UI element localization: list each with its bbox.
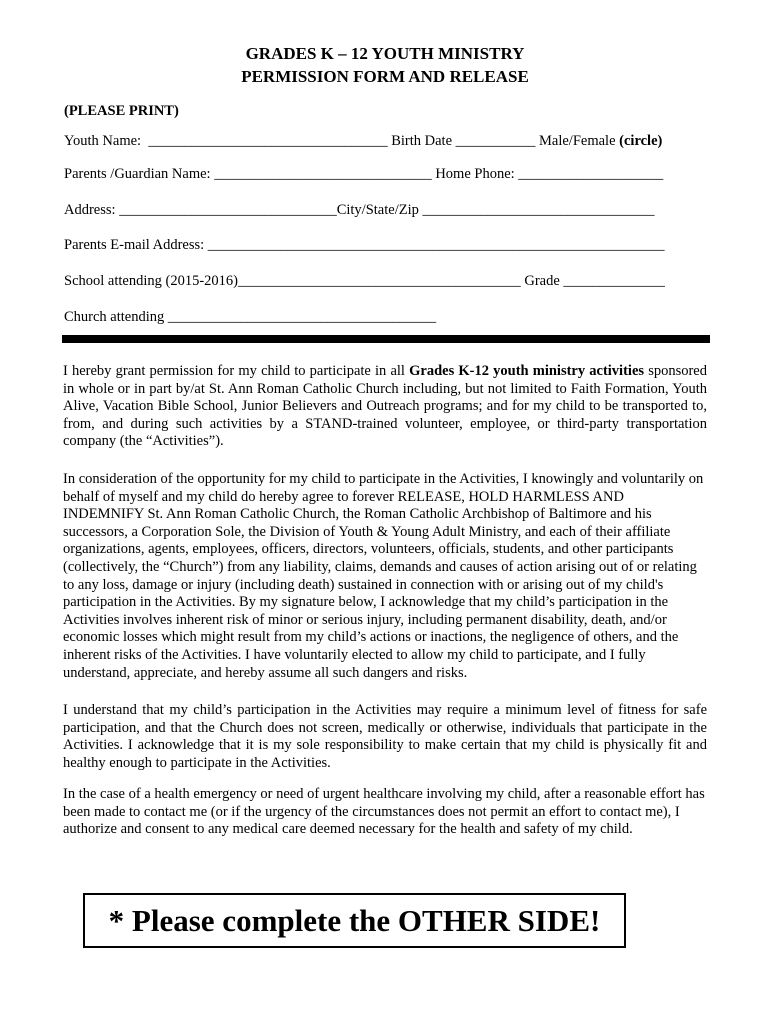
parent-info-row — [64, 166, 663, 183]
youth-name-label: Youth Name: — [64, 133, 142, 149]
school-field[interactable]: _______________________________________ — [237, 273, 521, 289]
email-field[interactable]: _______________________________________________________________ — [207, 237, 665, 253]
city-state-zip-field[interactable]: ________________________________ — [422, 202, 655, 218]
form-title-line-2: PERMISSION FORM AND RELEASE — [241, 67, 529, 86]
address-row — [64, 202, 654, 219]
home-phone-label: Home Phone: — [435, 166, 515, 182]
city-state-zip-label: City/State/Zip — [336, 202, 419, 218]
grade-field[interactable]: ______________ — [563, 273, 665, 289]
church-label: Church attending — [64, 309, 165, 325]
youth-name-field[interactable]: _________________________________ — [148, 133, 388, 149]
home-phone-field[interactable]: ____________________ — [518, 166, 664, 182]
parent-name-field[interactable]: ______________________________ — [214, 166, 432, 182]
other-side-callout-box — [83, 893, 626, 948]
permission-paragraph — [63, 363, 707, 451]
parent-name-label: Parents /Guardian Name: — [64, 166, 211, 182]
email-label: Parents E-mail Address: — [64, 237, 205, 253]
birth-date-label: Birth Date — [391, 133, 453, 149]
please-print-note: (PLEASE PRINT) — [64, 103, 179, 119]
birth-date-field[interactable]: ___________ — [455, 133, 536, 149]
youth-info-row — [64, 133, 662, 150]
address-label: Address: — [64, 202, 116, 218]
grade-label: Grade — [524, 273, 560, 289]
school-label: School attending (2015-2016) — [64, 273, 238, 289]
church-field[interactable]: _____________________________________ — [167, 309, 437, 325]
medical-consent-paragraph: In the case of a health emergency or need of urgent healthcare involving my child, after a reasonable effort has been made to contact me (or if the urgency of the circumstances does not permit an effort to contact me), I authorize and consent to any medical care deemed necessary for the health and safety of my child. — [63, 786, 705, 838]
permission-text-bold: Grades K-12 youth ministry activities — [409, 363, 645, 379]
school-row — [64, 273, 665, 290]
gender-label[interactable]: Male/Female — [539, 133, 616, 149]
permission-text-start: I hereby grant permission for my child to participate in all — [63, 363, 410, 379]
gender-circle-hint: (circle) — [619, 133, 663, 149]
email-row — [64, 237, 665, 254]
fitness-paragraph: I understand that my child’s participation in the Activities may require a minimum level of fitness for safe participation, and that the Church does not screen, medically or otherwise, individuals that participate in the Activities. I acknowledge that it is my sole responsibility to make certain that my child is physically fit and healthy enough to participate in the Activities. — [63, 702, 707, 771]
church-row — [64, 309, 436, 326]
permission-text-end: sponsored in whole or in part by/at St. Ann Roman Catholic Church including, but not limited to Faith Formation, Youth Alive, Vacation Bible School, Junior Believers and Outreach programs; and for my child to be transported to, from, and during such activities by a STAND-trained volunteer, employee, or third-party transportation company (the “Activities”). — [63, 363, 707, 450]
address-field[interactable]: ______________________________ — [119, 202, 337, 218]
form-title-line-1: GRADES K – 12 YOUTH MINISTRY — [245, 44, 525, 63]
section-divider — [62, 335, 710, 343]
release-paragraph: In consideration of the opportunity for my child to participate in the Activities, I knowingly and voluntarily on behalf of myself and my child do hereby agree to forever RELEASE, HOLD HARMLESS AND INDEMNIFY St. Ann Roman Catholic Church, the Roman Catholic Archbishop of Baltimore and his successors, a Corporation Sole, the Division of Youth & Young Adult Ministry, and each of their affiliate organizations, agents, employees, officers, directors, volunteers, officials, students, and other participants (collectively, the “Church”) from any liability, claims, demands and causes of action arising out of or relating to any loss, damage or injury (including death) sustained in connection with or arising out of my child's participation in the Activities. By my signature below, I acknowledge that my child’s participation in the Activities involves inherent risk of minor or serious injury, including permanent disability, death, and/or economic losses which might result from my child’s actions or inactions, the negligence of others, and the inherent risks of the Activities. I have voluntarily elected to allow my child to participate, and I fully understand, appreciate, and hereby assume all such dangers and risks. — [63, 471, 704, 681]
other-side-callout-text: * Please complete the OTHER SIDE! — [108, 903, 601, 938]
